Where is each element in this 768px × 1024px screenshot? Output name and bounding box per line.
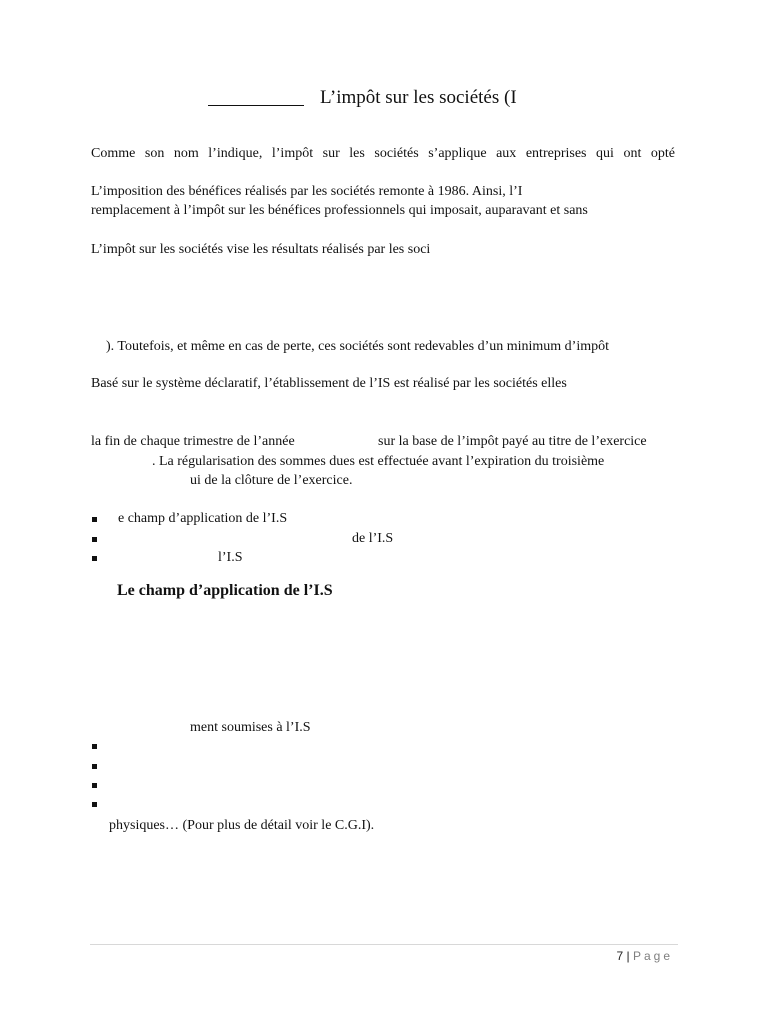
page-footer <box>616 948 673 964</box>
paragraph-6-line-1a: la fin de chaque trimestre de l’année <box>91 434 295 449</box>
footer-separator: | <box>626 949 630 963</box>
paragraph-6-line-3: ui de la clôture de l’exercice. <box>190 473 353 488</box>
page-title: L’impôt sur les sociétés (I <box>320 87 517 108</box>
paragraph-2-line-2: remplacement à l’impôt sur les bénéfices professionnels qui imposait, auparavant et sans <box>91 203 588 218</box>
bullet-marker <box>92 783 97 788</box>
bullet-marker <box>92 764 97 769</box>
bullet-marker <box>92 744 97 749</box>
paragraph-1 <box>91 146 675 162</box>
paragraph-2-line-1: L’imposition des bénéfices réalisés par les sociétés remonte à 1986. Ainsi, l’I <box>91 184 523 199</box>
outline-item-3: l’I.S <box>218 550 243 565</box>
outline-item-1: e champ d’application de l’I.S <box>118 511 288 526</box>
paragraph-6-line-1b: sur la base de l’impôt payé au titre de l’exercice <box>378 434 647 449</box>
closing-line: physiques… (Pour plus de détail voir le C.G.I). <box>109 818 375 833</box>
page-number: 7 <box>616 949 624 963</box>
paragraph-4: ). Toutefois, et même en cas de perte, ces sociétés sont redevables d’un minimum d’impôt <box>106 339 610 354</box>
paragraph-6-line-2: . La régularisation des sommes dues est effectuée avant l’expiration du troisième <box>152 454 605 469</box>
bullet-marker <box>92 556 97 561</box>
footer-divider <box>90 944 678 945</box>
bullet-marker <box>92 517 97 522</box>
title-underline-blank <box>208 105 304 106</box>
section-lead-text: ment soumises à l’I.S <box>190 720 311 735</box>
outline-item-2: de l’I.S <box>352 531 394 546</box>
section-heading: Le champ d’application de l’I.S <box>117 582 333 599</box>
paragraph-3: L’impôt sur les sociétés vise les résultats réalisés par les soci <box>91 242 431 257</box>
paragraph-1-text: Comme son nom l’indique, l’impôt sur les sociétés s’applique aux entreprises qui ont opté <box>91 146 675 161</box>
bullet-marker <box>92 802 97 807</box>
bullet-marker <box>92 537 97 542</box>
paragraph-5: Basé sur le système déclaratif, l’établissement de l’IS est réalisé par les sociétés elles <box>91 376 567 391</box>
page-label: Page <box>632 949 673 963</box>
